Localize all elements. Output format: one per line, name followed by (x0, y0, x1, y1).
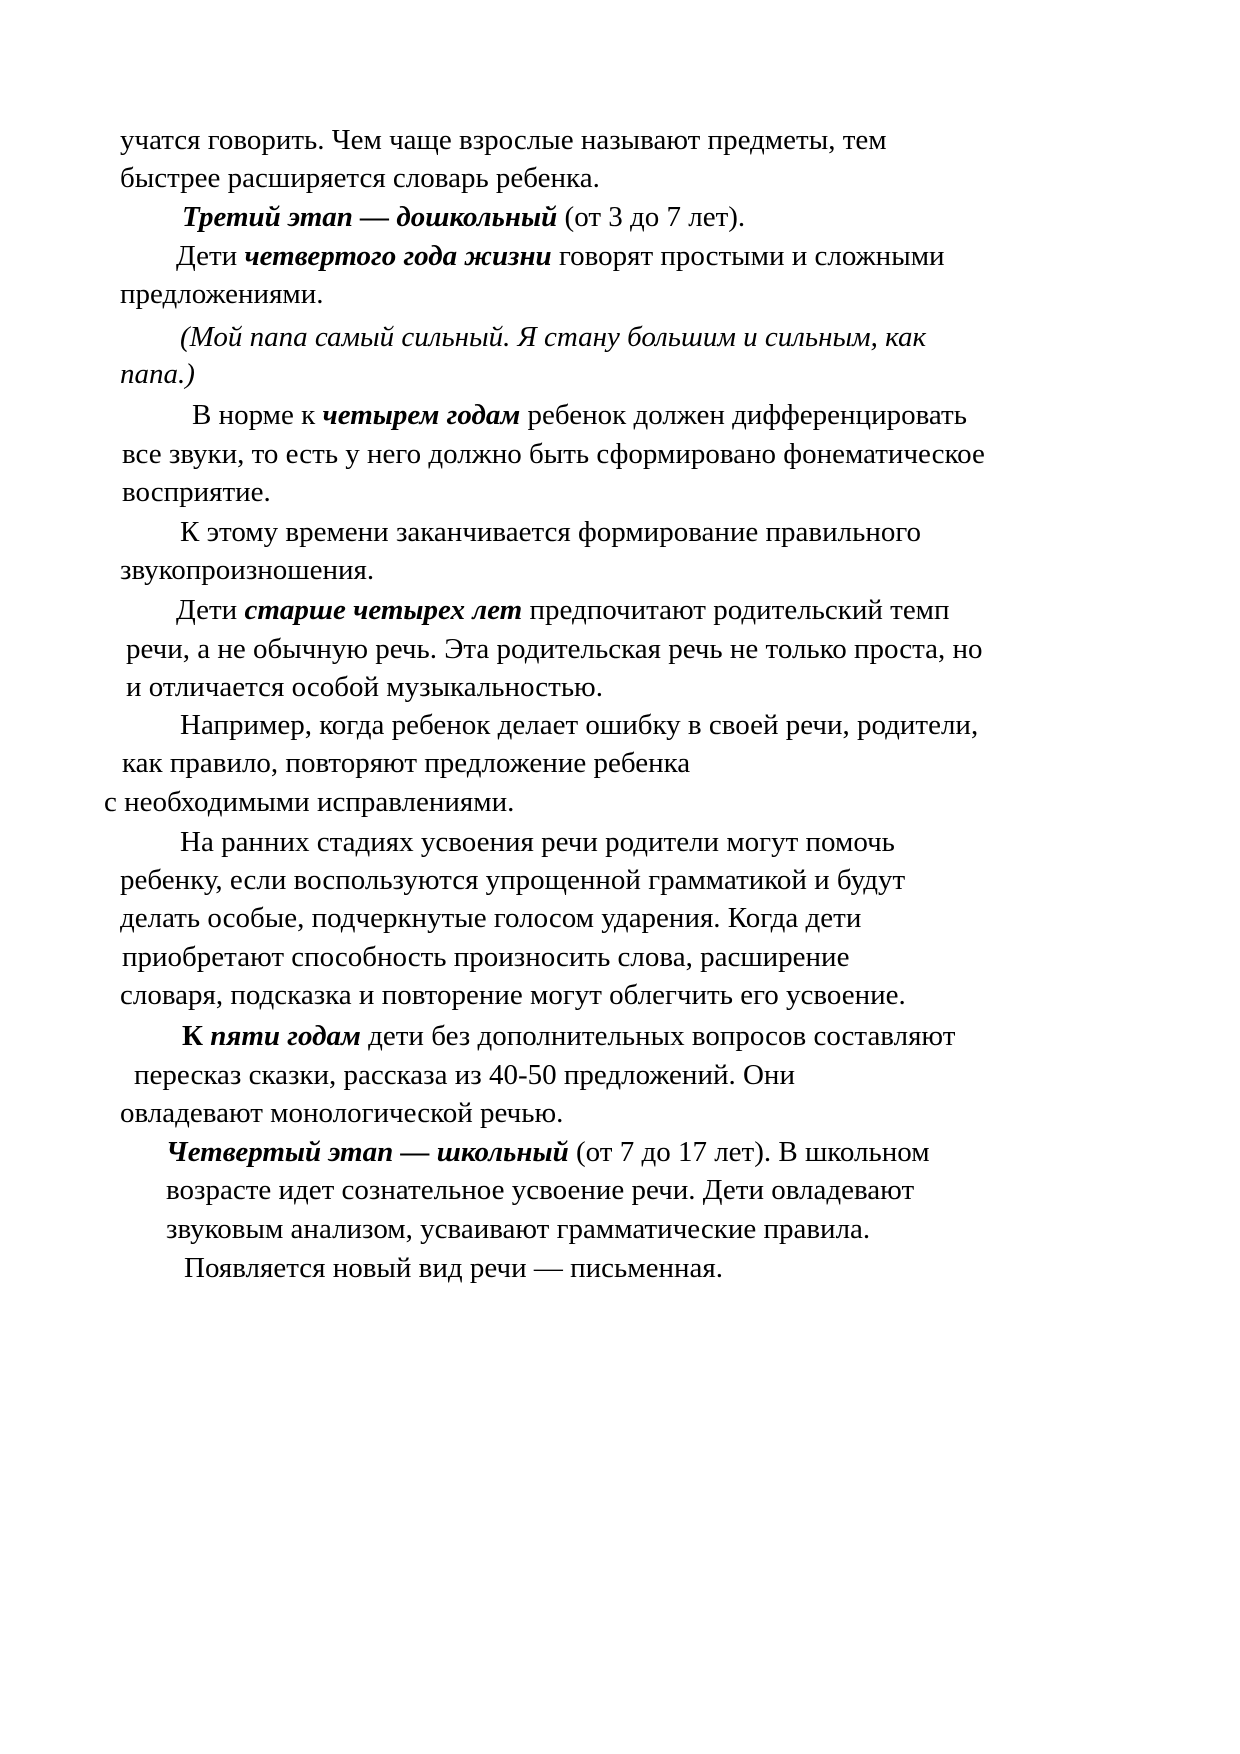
text-line: Появляется новый вид речи — письменная. (184, 1252, 724, 1284)
example-quote: (Мой папа самый сильный. Я стану большим и сильным, как (180, 321, 927, 353)
text-run: Дети (176, 240, 245, 272)
text-line: и отличается особой музыкальностью. (126, 671, 603, 703)
text-line: овладевают монологической речью. (120, 1097, 564, 1129)
text-line: как правило, повторяют предложение ребенка (122, 747, 691, 779)
text-line (176, 238, 945, 274)
text-line: быстрее расширяется словарь ребенка. (120, 162, 600, 194)
text-line: речи, а не обычную речь. Эта родительская речь не только проста, но (126, 633, 983, 665)
text-line: На ранних стадиях усвоения речи родители могут помочь (180, 826, 895, 858)
text-line: с необходимыми исправлениями. (104, 786, 515, 818)
text-line: К этому времени заканчивается формирование правильного (180, 516, 922, 548)
text-line: возрасте идет сознательное усвоение речи. Дети овладевают (166, 1174, 915, 1206)
emphasis: четвертого года жизни (244, 240, 552, 272)
text-run: предпочитают родительский темп (522, 594, 950, 626)
emphasis: Четвертый этап — школьный (166, 1136, 569, 1168)
text-line: словаря, подсказка и повторение могут облегчить его усвоение. (120, 979, 906, 1011)
text-run: дети без дополнительных вопросов составляют (360, 1020, 956, 1052)
text-line: предложениями. (120, 278, 324, 310)
emphasis: старше четырех лет (244, 594, 523, 626)
text-run: говорят простыми и сложными (551, 240, 945, 272)
example-quote: папа.) (120, 358, 195, 390)
text-line: учатся говорить. Чем чаще взрослые называют предметы, тем (120, 124, 887, 156)
text-line: звукопроизношения. (120, 554, 375, 586)
text-run: ребенок должен дифференцировать (520, 399, 967, 431)
text-line (192, 397, 967, 433)
text-run: К (182, 1020, 211, 1052)
text-run: (от 7 до 17 лет). В школьном (568, 1136, 930, 1168)
text-line: приобретают способность произносить слова, расширение (122, 941, 850, 973)
text-line: делать особые, подчеркнутые голосом ударения. Когда дети (120, 902, 862, 934)
text-line: восприятие. (122, 476, 271, 508)
text-line (176, 592, 950, 628)
text-line: ребенку, если воспользуются упрощенной грамматикой и будут (120, 864, 906, 896)
text-run: В норме к (192, 399, 323, 431)
emphasis: пяти годам (210, 1020, 361, 1052)
text-run: Дети (176, 594, 245, 626)
heading-third-stage (182, 199, 745, 235)
text-line: пересказ сказки, рассказа из 40-50 предложений. Они (134, 1059, 795, 1091)
text-line: звуковым анализом, усваивают грамматические правила. (166, 1213, 871, 1245)
emphasis: Третий этап — дошкольный (182, 201, 558, 233)
text-line (182, 1018, 955, 1054)
heading-fourth-stage (166, 1134, 930, 1170)
text-line: Например, когда ребенок делает ошибку в своей речи, родители, (180, 709, 979, 741)
emphasis: четырем годам (322, 399, 521, 431)
text-run: (от 3 до 7 лет). (557, 201, 746, 233)
text-line: все звуки, то есть у него должно быть сформировано фонематическое (122, 438, 985, 470)
